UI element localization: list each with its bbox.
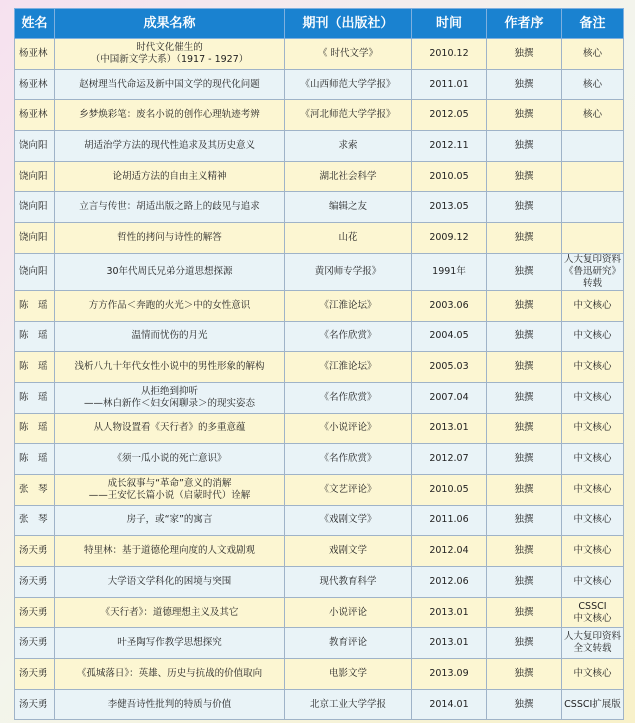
note-line: 中文核心 [573, 545, 612, 557]
cell-note [562, 131, 624, 162]
cell-author: 陈 瑶 [15, 382, 55, 413]
cell-journal: 求索 [285, 131, 412, 162]
cell-journal: 教育评论 [285, 628, 412, 659]
cell-author: 饶向阳 [15, 192, 55, 223]
cell-note [562, 444, 624, 475]
title-line: 大学语文学科化的困境与突围 [107, 575, 232, 587]
cell-title [55, 352, 285, 383]
cell-author: 张 琴 [15, 505, 55, 536]
cell-title [55, 628, 285, 659]
cell-role: 独撰 [487, 597, 562, 628]
table-row [15, 131, 624, 162]
note-line: 中文核心 [573, 330, 612, 342]
note-line: 人大复印资料 [564, 631, 622, 643]
cell-role: 独撰 [487, 444, 562, 475]
note-line: 核心 [582, 47, 602, 59]
header-date: 时间 [412, 9, 487, 39]
table-row [15, 567, 624, 598]
cell-journal: 《戏剧文学》 [285, 505, 412, 536]
cell-note [562, 161, 624, 192]
cell-role: 独撰 [487, 536, 562, 567]
cell-date: 2005.03 [412, 352, 487, 383]
cell-date: 2012.11 [412, 131, 487, 162]
cell-date: 2011.06 [412, 505, 487, 536]
cell-date: 2012.06 [412, 567, 487, 598]
table-row [15, 413, 624, 444]
title-line: ——林白新作＜妇女闲聊录＞的现实姿态 [83, 397, 255, 409]
cell-note [562, 39, 624, 70]
note-line: 核心 [582, 109, 602, 121]
cell-author: 陈 瑶 [15, 444, 55, 475]
cell-author: 张 琴 [15, 474, 55, 505]
cell-author: 汤天勇 [15, 597, 55, 628]
table-row [15, 689, 624, 720]
cell-title [55, 39, 285, 70]
cell-role: 独撰 [487, 223, 562, 254]
cell-note [562, 223, 624, 254]
cell-journal: 电影文学 [285, 659, 412, 690]
cell-role: 独撰 [487, 161, 562, 192]
header-author: 姓名 [15, 9, 55, 39]
cell-note [562, 352, 624, 383]
title-line: 《孤城落日》：英雄、历史与抗战的价值取向 [76, 667, 263, 679]
note-line: 中文核心 [573, 514, 612, 526]
cell-title [55, 597, 285, 628]
achievements-table-wrapper [14, 8, 623, 720]
cell-author: 汤天勇 [15, 567, 55, 598]
title-line: 《天行者》：道德理想主义及其它 [100, 606, 239, 618]
table-row [15, 352, 624, 383]
achievements-table [14, 8, 624, 720]
cell-author: 饶向阳 [15, 131, 55, 162]
cell-title [55, 659, 285, 690]
cell-role: 独撰 [487, 253, 562, 290]
note-line: 核心 [582, 78, 602, 90]
cell-role: 独撰 [487, 474, 562, 505]
note-line: 中文核心 [573, 422, 612, 434]
cell-title [55, 321, 285, 352]
cell-date: 2009.12 [412, 223, 487, 254]
cell-journal: 现代教育科学 [285, 567, 412, 598]
title-line: 从拒绝到抑听 [140, 385, 198, 397]
cell-role: 独撰 [487, 192, 562, 223]
cell-author: 饶向阳 [15, 223, 55, 254]
cell-role: 独撰 [487, 321, 562, 352]
note-line: CSSCI [578, 600, 607, 612]
table-row [15, 597, 624, 628]
cell-author: 杨亚林 [15, 39, 55, 70]
cell-role: 独撰 [487, 39, 562, 70]
cell-author: 杨亚林 [15, 100, 55, 131]
title-line: 立言与传世：胡适出版之路上的歧见与追求 [79, 201, 260, 213]
note-line: 人大复印资料 [564, 253, 622, 265]
cell-note [562, 567, 624, 598]
cell-date: 1991年 [412, 253, 487, 290]
cell-journal: 黄冈师专学报》 [285, 253, 412, 290]
cell-journal: 湖北社会科学 [285, 161, 412, 192]
cell-title [55, 161, 285, 192]
cell-date: 2010.12 [412, 39, 487, 70]
cell-note [562, 382, 624, 413]
cell-author: 饶向阳 [15, 253, 55, 290]
title-line: 浅析八九十年代女性小说中的男性形象的解构 [74, 361, 265, 373]
note-line: 中文核心 [573, 453, 612, 465]
title-line: 叶圣陶写作教学思想探究 [117, 637, 222, 649]
cell-date: 2012.04 [412, 536, 487, 567]
table-row [15, 321, 624, 352]
cell-journal: 《山西师范大学学报》 [285, 69, 412, 100]
cell-title [55, 100, 285, 131]
cell-role: 独撰 [487, 628, 562, 659]
cell-title [55, 69, 285, 100]
cell-date: 2013.09 [412, 659, 487, 690]
note-line: 中文核心 [573, 391, 612, 403]
cell-title [55, 223, 285, 254]
title-line: 李健吾诗性批判的特质与价值 [107, 698, 232, 710]
cell-role: 独撰 [487, 382, 562, 413]
cell-title [55, 253, 285, 290]
cell-role: 独撰 [487, 352, 562, 383]
cell-date: 2003.06 [412, 290, 487, 321]
table-row [15, 505, 624, 536]
cell-note [562, 474, 624, 505]
cell-date: 2013.05 [412, 192, 487, 223]
header-title: 成果名称 [55, 9, 285, 39]
table-row [15, 39, 624, 70]
cell-role: 独撰 [487, 567, 562, 598]
title-line: 赵树理当代命运及新中国文学的现代化问题 [79, 78, 260, 90]
cell-note [562, 413, 624, 444]
cell-role: 独撰 [487, 100, 562, 131]
title-line: 成长叙事与“革命”意义的消解 [107, 477, 232, 489]
note-line: 中文核心 [573, 575, 612, 587]
note-line: 中文核心 [573, 299, 612, 311]
note-line: 全文转载 [573, 643, 612, 655]
cell-author: 汤天勇 [15, 689, 55, 720]
cell-author: 陈 瑶 [15, 352, 55, 383]
cell-journal: 北京工业大学学报 [285, 689, 412, 720]
table-row [15, 444, 624, 475]
table-row [15, 659, 624, 690]
cell-date: 2010.05 [412, 474, 487, 505]
cell-note [562, 536, 624, 567]
cell-note [562, 253, 624, 290]
title-line: 温情而忧伤的月光 [131, 330, 208, 342]
note-line: 《鲁迅研究》转载 [564, 265, 622, 289]
cell-journal: 《河北师范大学学报》 [285, 100, 412, 131]
title-line: 房子，或“家”的寓言 [126, 514, 213, 526]
cell-title [55, 192, 285, 223]
table-row [15, 192, 624, 223]
cell-author: 陈 瑶 [15, 321, 55, 352]
table-row [15, 100, 624, 131]
cell-role: 独撰 [487, 290, 562, 321]
cell-title [55, 567, 285, 598]
title-line: （中国新文学大系）（1917 - 1927） [90, 53, 249, 65]
note-line: 中文核心 [573, 667, 612, 679]
cell-title [55, 444, 285, 475]
cell-role: 独撰 [487, 413, 562, 444]
cell-date: 2007.04 [412, 382, 487, 413]
cell-role: 独撰 [487, 689, 562, 720]
table-row [15, 628, 624, 659]
table-row [15, 474, 624, 505]
table-row [15, 253, 624, 290]
header-journal: 期刊（出版社） [285, 9, 412, 39]
cell-journal: 《名作欣赏》 [285, 382, 412, 413]
title-line: ——王安忆长篇小说（启蒙时代）诠解 [88, 489, 251, 501]
cell-role: 独撰 [487, 659, 562, 690]
cell-title [55, 413, 285, 444]
cell-note [562, 100, 624, 131]
cell-title [55, 474, 285, 505]
cell-note [562, 290, 624, 321]
note-line: CSSCI扩展版 [564, 698, 621, 710]
cell-note [562, 192, 624, 223]
cell-author: 饶向阳 [15, 161, 55, 192]
cell-date: 2011.01 [412, 69, 487, 100]
cell-note [562, 597, 624, 628]
cell-journal: 山花 [285, 223, 412, 254]
title-line: 哲性的拷问与诗性的解答 [117, 231, 222, 243]
cell-date: 2004.05 [412, 321, 487, 352]
table-row [15, 223, 624, 254]
cell-title [55, 131, 285, 162]
cell-date: 2013.01 [412, 597, 487, 628]
cell-journal: 《名作欣赏》 [285, 444, 412, 475]
title-line: 方方作品＜奔跑的火光＞中的女性意识 [88, 299, 251, 311]
title-line: 论胡适方法的自由主义精神 [112, 170, 227, 182]
cell-role: 独撰 [487, 131, 562, 162]
cell-title [55, 536, 285, 567]
table-header-row [15, 9, 624, 39]
cell-journal: 《江淮论坛》 [285, 290, 412, 321]
cell-note [562, 505, 624, 536]
header-note: 备注 [562, 9, 624, 39]
cell-author: 汤天勇 [15, 659, 55, 690]
header-role: 作者序 [487, 9, 562, 39]
title-line: 《须一瓜小说的死亡意识》 [112, 453, 227, 465]
cell-journal: 戏剧文学 [285, 536, 412, 567]
title-line: 乡梦焕彩笔：废名小说的创作心理轨迹考辨 [79, 109, 260, 121]
cell-date: 2010.05 [412, 161, 487, 192]
table-row [15, 382, 624, 413]
table-row [15, 161, 624, 192]
cell-author: 陈 瑶 [15, 290, 55, 321]
cell-journal: 《文艺评论》 [285, 474, 412, 505]
cell-title [55, 290, 285, 321]
title-line: 从人物设置看《天行者》的多重意蕴 [93, 422, 246, 434]
table-body [15, 39, 624, 720]
note-line: 中文核心 [573, 361, 612, 373]
cell-note [562, 69, 624, 100]
note-line: 中文核心 [573, 612, 612, 624]
cell-role: 独撰 [487, 505, 562, 536]
cell-author: 汤天勇 [15, 536, 55, 567]
cell-title [55, 505, 285, 536]
cell-author: 汤天勇 [15, 628, 55, 659]
cell-title [55, 382, 285, 413]
cell-date: 2012.07 [412, 444, 487, 475]
title-line: 时代文化催生的 [136, 41, 203, 53]
cell-date: 2014.01 [412, 689, 487, 720]
cell-author: 杨亚林 [15, 69, 55, 100]
cell-note [562, 321, 624, 352]
table-row [15, 69, 624, 100]
title-line: 特里林：基于道德伦理向度的人文戏剧观 [83, 545, 255, 557]
cell-journal: 《江淮论坛》 [285, 352, 412, 383]
cell-journal: 《名作欣赏》 [285, 321, 412, 352]
table-row [15, 536, 624, 567]
title-line: 30年代周氏兄弟分道思想探源 [106, 265, 233, 277]
cell-note [562, 659, 624, 690]
cell-date: 2012.05 [412, 100, 487, 131]
note-line: 中文核心 [573, 483, 612, 495]
cell-journal: 《 时代文学》 [285, 39, 412, 70]
cell-note [562, 689, 624, 720]
cell-note [562, 628, 624, 659]
cell-role: 独撰 [487, 69, 562, 100]
cell-date: 2013.01 [412, 628, 487, 659]
cell-journal: 《小说评论》 [285, 413, 412, 444]
cell-title [55, 689, 285, 720]
cell-author: 陈 瑶 [15, 413, 55, 444]
title-line: 胡适治学方法的现代性追求及其历史意义 [83, 139, 255, 151]
cell-journal: 小说评论 [285, 597, 412, 628]
table-row [15, 290, 624, 321]
cell-date: 2013.01 [412, 413, 487, 444]
cell-journal: 编辑之友 [285, 192, 412, 223]
